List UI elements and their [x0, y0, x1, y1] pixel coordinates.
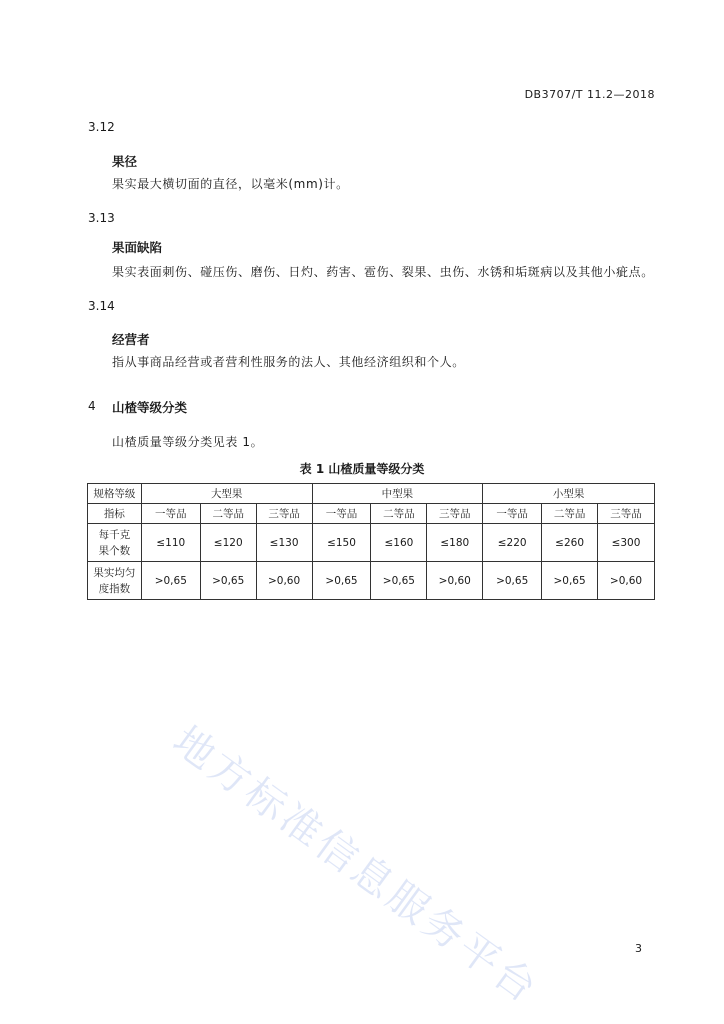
grade-header: 二等品 — [200, 504, 256, 524]
table-cell: ≤160 — [371, 524, 427, 562]
definition-operator: 指从事商品经营或者营利性服务的法人、其他经济组织和个人。 — [112, 355, 465, 369]
term-fruit-diameter: 果径 — [112, 154, 138, 169]
grade-table — [87, 483, 655, 600]
table-cell: >0,65 — [371, 562, 427, 600]
table-cell: >0,65 — [200, 562, 256, 600]
grade-header: 二等品 — [542, 504, 598, 524]
table-row — [88, 524, 655, 562]
table-cell: >0,60 — [256, 562, 312, 600]
group-header-large: 大型果 — [141, 484, 312, 504]
section-number: 4 — [88, 399, 96, 413]
table-cell: ≤300 — [598, 524, 655, 562]
page-number: 3 — [635, 942, 642, 955]
table-cell: ≤150 — [312, 524, 371, 562]
term-operator: 经营者 — [112, 332, 150, 347]
table-cell: >0,65 — [312, 562, 371, 600]
grade-header: 一等品 — [141, 504, 200, 524]
table-cell: ≤220 — [483, 524, 542, 562]
term-surface-defects: 果面缺陷 — [112, 240, 163, 255]
clause-number-3-14: 3.14 — [88, 299, 115, 313]
definition-fruit-diameter: 果实最大横切面的直径，以毫米(mm)计。 — [112, 177, 349, 191]
grade-header: 二等品 — [371, 504, 427, 524]
table-cell: >0,65 — [542, 562, 598, 600]
corner-cell-bottom: 指标 — [88, 504, 142, 524]
grade-header: 三等品 — [427, 504, 483, 524]
definition-surface-defects: 果实表面刺伤、碰压伤、磨伤、日灼、药害、雹伤、裂果、虫伤、水锈和垢斑病以及其他小疵点。 — [112, 265, 654, 279]
group-header-small: 小型果 — [483, 484, 655, 504]
clause-number-3-13: 3.13 — [88, 211, 115, 225]
grade-header: 三等品 — [598, 504, 655, 524]
table-caption: 表 1 山楂质量等级分类 — [299, 462, 425, 476]
table-cell: >0,60 — [598, 562, 655, 600]
table-cell: >0,65 — [483, 562, 542, 600]
grade-header: 三等品 — [256, 504, 312, 524]
group-header-medium: 中型果 — [312, 484, 483, 504]
table-cell: ≤130 — [256, 524, 312, 562]
section-title: 山楂等级分类 — [112, 400, 188, 415]
table-row — [88, 562, 655, 600]
document-id: DB3707/T 11.2—2018 — [524, 88, 655, 101]
grade-header: 一等品 — [483, 504, 542, 524]
grade-header: 一等品 — [312, 504, 371, 524]
table-cell: >0,65 — [141, 562, 200, 600]
row-label: 果实均匀 度指数 — [88, 562, 142, 600]
table-cell: ≤260 — [542, 524, 598, 562]
clause-number-3-12: 3.12 — [88, 120, 115, 134]
table-cell: ≤180 — [427, 524, 483, 562]
table-cell: >0,60 — [427, 562, 483, 600]
corner-cell-top: 规格等级 — [88, 484, 142, 504]
row-label: 每千克 果个数 — [88, 524, 142, 562]
table-cell: ≤110 — [141, 524, 200, 562]
table-cell: ≤120 — [200, 524, 256, 562]
watermark: 地方标准信息服务平台 — [164, 717, 548, 1014]
section-paragraph: 山楂质量等级分类见表 1。 — [112, 435, 264, 449]
